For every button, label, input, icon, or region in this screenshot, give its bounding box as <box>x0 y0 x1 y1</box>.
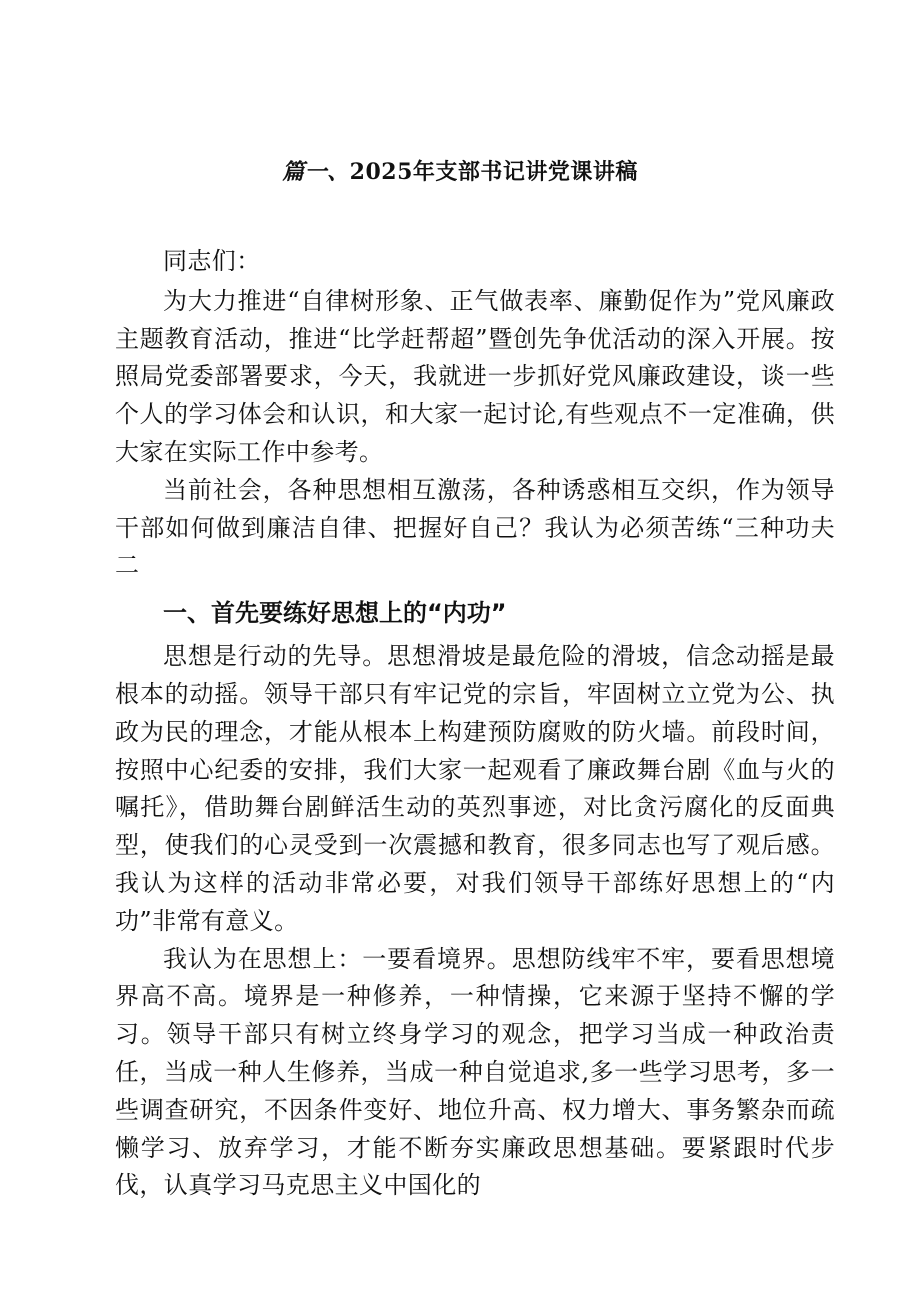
paragraph-thought: 思想是行动的先导。思想滑坡是最危险的滑坡，信念动摇是最根本的动摇。领导干部只有牢记党的宗旨，牢固树立立党为公、执政为民的理念，才能从根本上构建预防腐败的防火墙。前段时间，按照中心纪委的安排，我们大家一起观看了廉政舞台剧《血与火的嘱托》，借助舞台剧鲜活生动的英烈事迹，对比贪污腐化的反面典型，使我们的心灵受到一次震撼和教育，很多同志也写了观后感。我认为这样的活动非常必要，对我们领导干部练好思想上的“内功”非常有意义。 <box>115 642 835 935</box>
section-heading: 一、首先要练好思想上的“内功” <box>163 599 507 628</box>
document-title <box>0 155 920 186</box>
greeting: 同志们： <box>163 247 261 275</box>
title-lead: 篇一、 <box>282 159 350 185</box>
document-body <box>115 243 835 1205</box>
paragraph-realm: 我认为在思想上：一要看境界。思想防线牢不牢，要看思想境界高不高。境界是一种修养，一种情操，它来源于坚持不懈的学习。领导干部只有树立终身学习的观念，把学习当成一种政治责任，当成一种人生修养，当成一种自觉追求,多一些学习思考，多一些调查研究，不因条件变好、地位升高、权力增大、事务繁杂而疏懒学习、放弃学习，才能不断夯实廉政思想基础。要紧跟时代步伐，认真学习马克思主义中国化的 <box>115 944 835 1200</box>
paragraph-intro: 为大力推进“自律树形象、正气做表率、廉勤促作为”党风廉政主题教育活动，推进“比学赶帮超”暨创先争优活动的深入开展。按照局党委部署要求，今天，我就进一步抓好党风廉政建设，谈一些个人的学习体会和认识，和大家一起讨论,有些观点不一定准确，供大家在实际工作中参考。 <box>115 286 835 466</box>
paragraph-context: 当前社会，各种思想相互激荡，各种诱惑相互交织，作为领导干部如何做到廉洁自律、把握好自己？我认为必须苦练“三种功夫二 <box>115 475 835 580</box>
title-text: 2025年支部书记讲党课讲稿 <box>349 159 638 185</box>
